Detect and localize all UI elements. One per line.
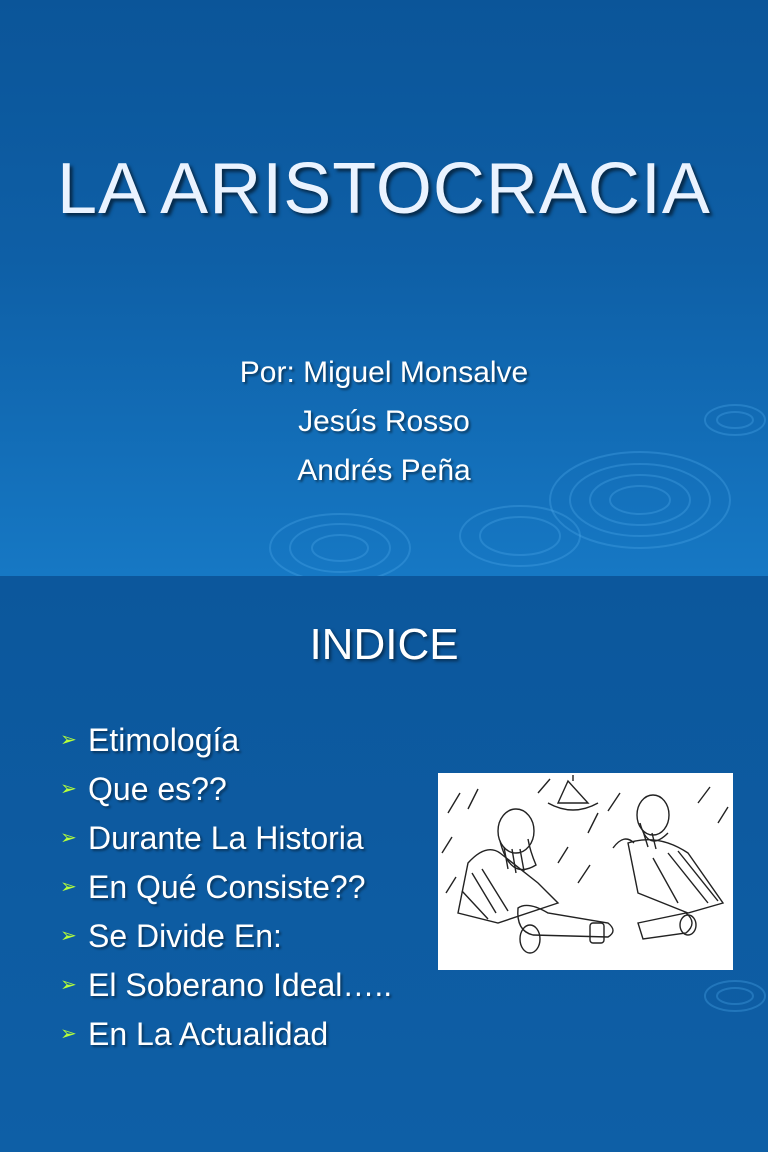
slide-title: LA ARISTOCRACIA: [57, 149, 711, 229]
arrow-bullet-icon: ➢: [60, 827, 77, 849]
author-line: Por: Miguel Monsalve: [239, 356, 529, 389]
list-item-label: Durante La Historia: [88, 820, 364, 856]
arrow-bullet-icon: ➢: [60, 925, 77, 947]
list-item-label: En Qué Consiste??: [88, 869, 366, 905]
list-item: [60, 1010, 392, 1059]
author-line: Andrés Peña: [297, 454, 471, 487]
author-list: [0, 348, 768, 495]
index-slide: [0, 576, 768, 1152]
list-item: [60, 961, 392, 1010]
list-item: [60, 716, 392, 765]
list-item-label: Que es??: [88, 771, 227, 807]
list-item: [60, 765, 392, 814]
list-item-label: En La Actualidad: [88, 1016, 329, 1052]
philosophers-illustration: [438, 773, 733, 970]
author-line: Jesús Rosso: [298, 405, 470, 438]
list-item-label: Se Divide En:: [88, 918, 282, 954]
list-item-label: El Soberano Ideal…..: [88, 967, 393, 1003]
arrow-bullet-icon: ➢: [60, 778, 77, 800]
index-list: [60, 716, 392, 1059]
sketch-image: [438, 773, 733, 970]
arrow-bullet-icon: ➢: [60, 1023, 77, 1045]
arrow-bullet-icon: ➢: [60, 974, 77, 996]
list-item-label: Etimología: [88, 722, 240, 758]
list-item: [60, 863, 392, 912]
list-item: [60, 912, 392, 961]
slide-title: INDICE: [309, 620, 459, 669]
arrow-bullet-icon: ➢: [60, 729, 77, 751]
arrow-bullet-icon: ➢: [60, 876, 77, 898]
list-item: [60, 814, 392, 863]
